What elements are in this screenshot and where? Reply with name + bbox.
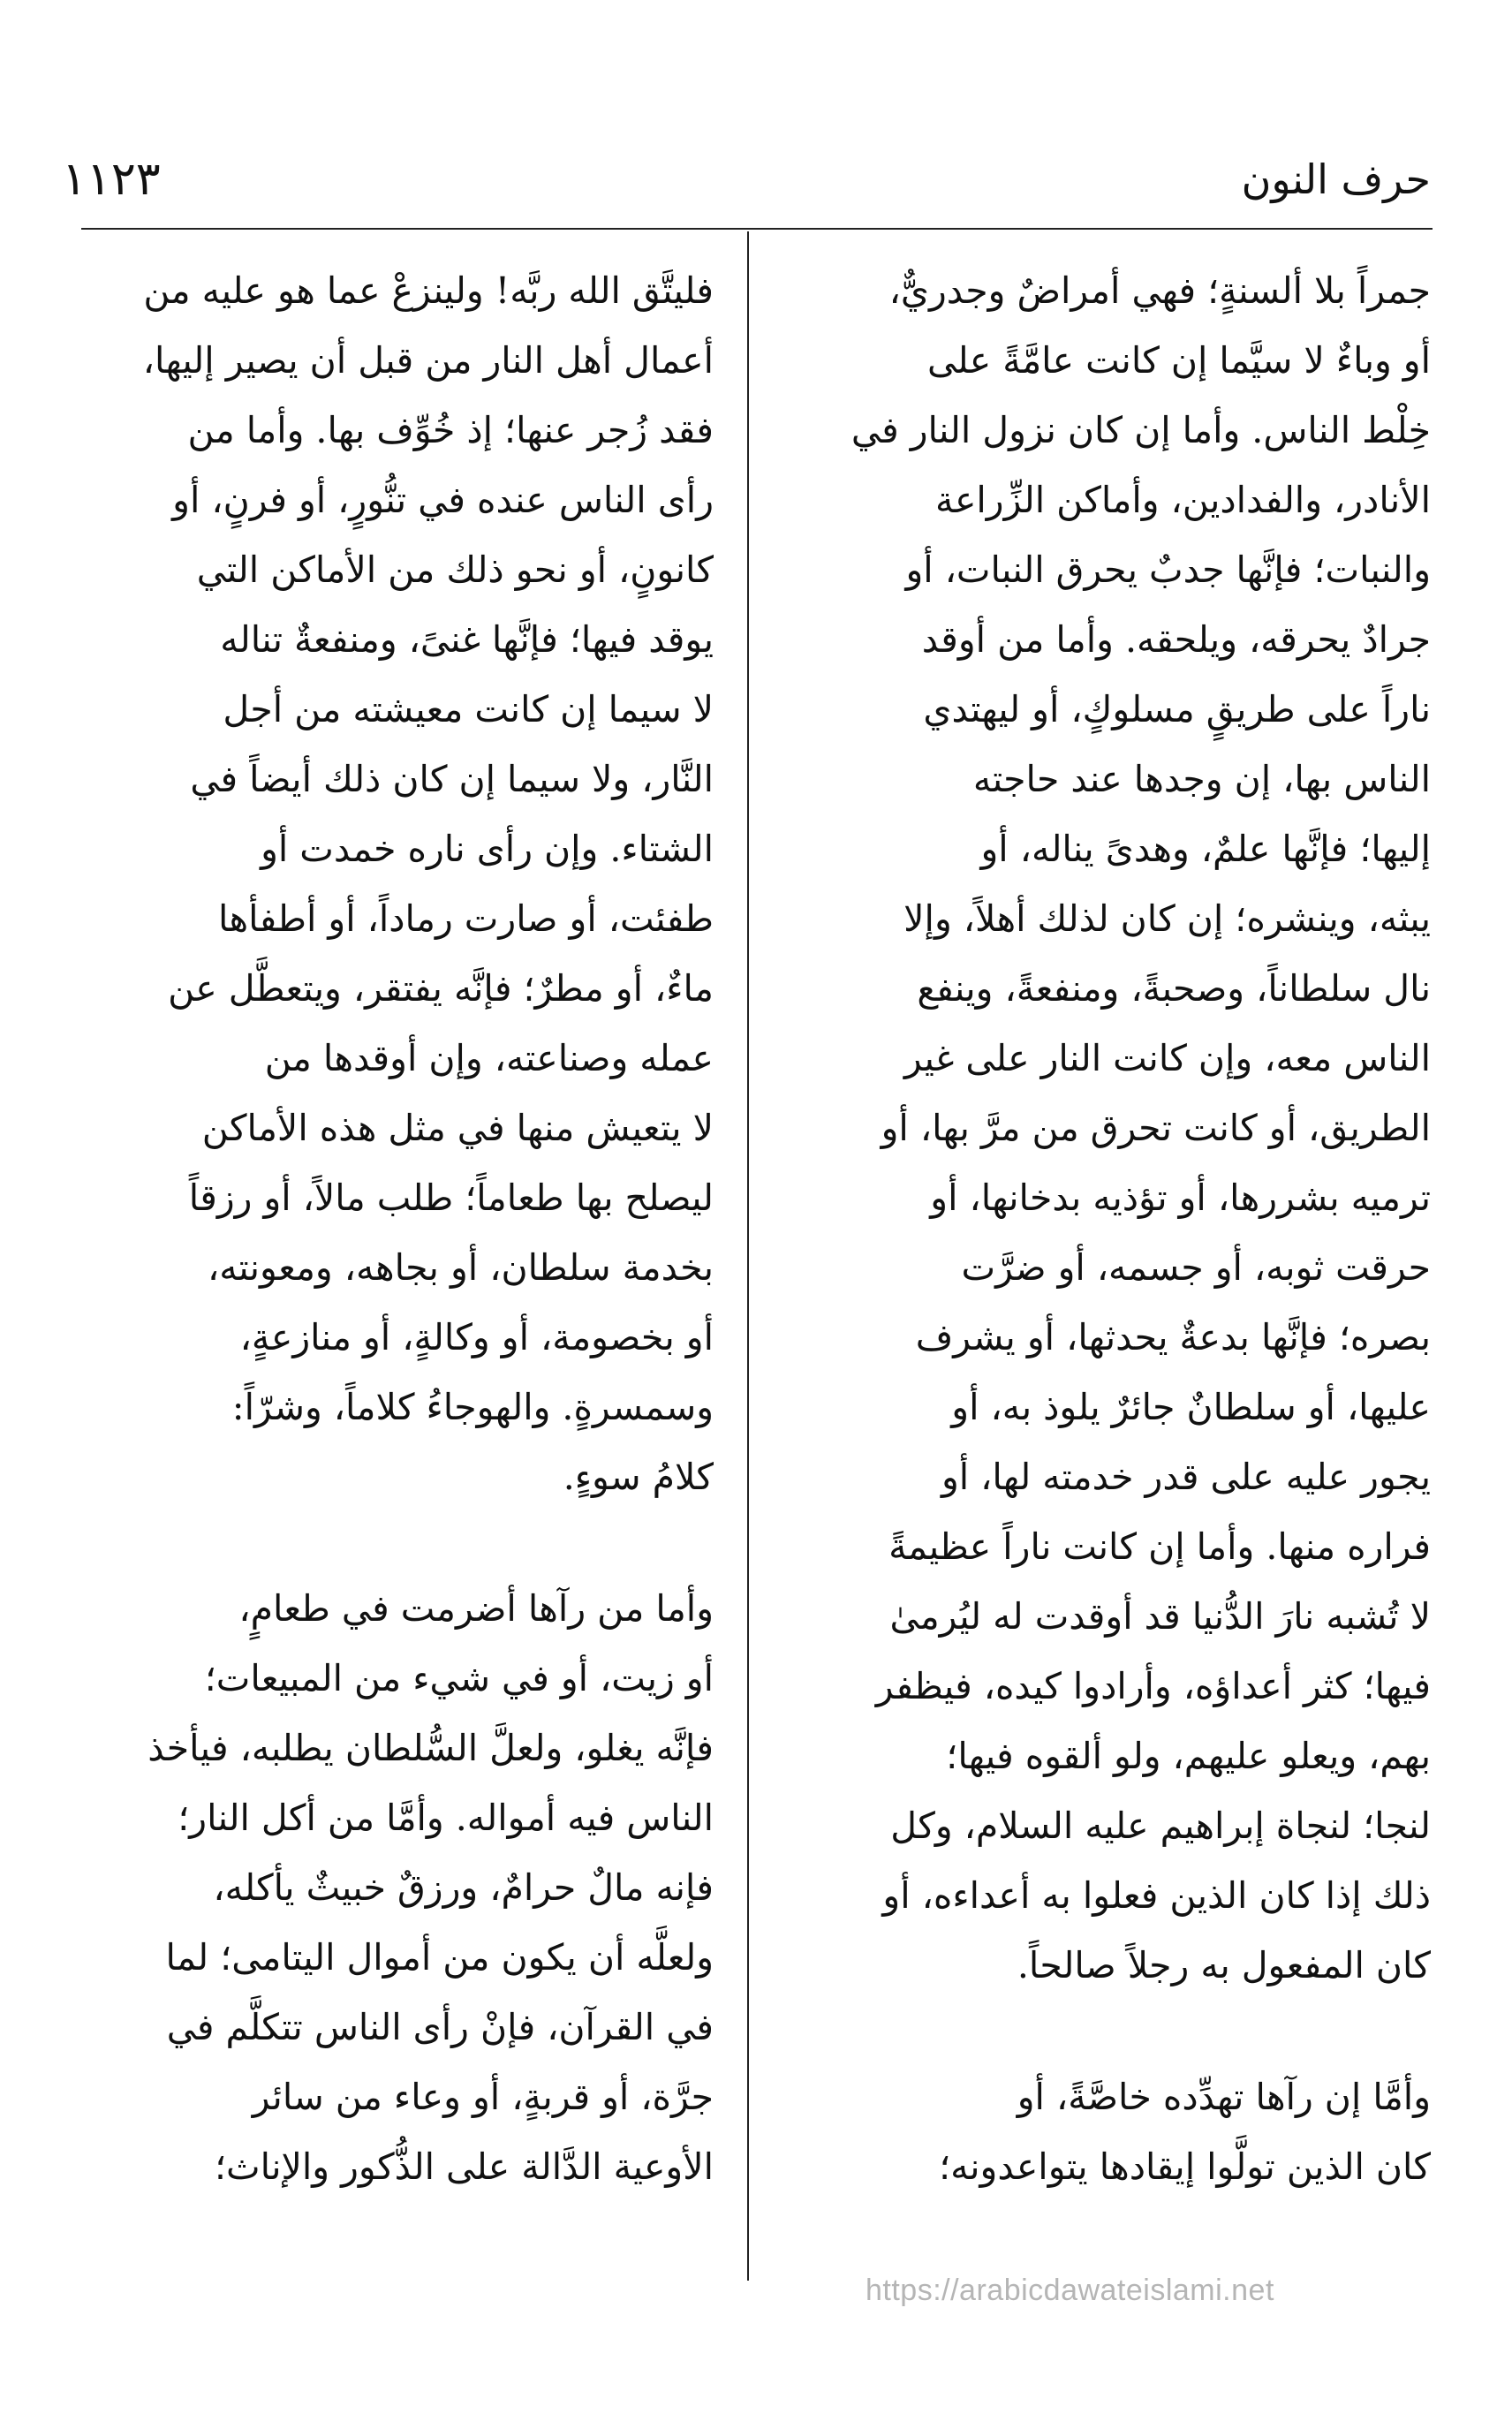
text-line: الناس معه، وإن كانت النار على غير	[903, 1037, 1431, 1079]
chapter-title: حرف النون	[1241, 155, 1431, 203]
left-paragraph-2	[78, 1574, 714, 2202]
text-line: والنبات؛ فإنَّها جدبٌ يحرق النبات، أو	[905, 549, 1431, 591]
text-line: جرادٌ يحرقه، ويلحقه. وأما من أوقد	[921, 618, 1431, 661]
text-line: الشتاء. وإن رأى ناره خمدت أو	[261, 828, 714, 870]
text-line: فقد زُجر عنها؛ إذ خُوِّف بها. وأما من	[187, 409, 714, 451]
watermark-url: https://arabicdawateislami.net	[866, 2274, 1274, 2307]
text-line: بصره؛ فإنَّها بدعةٌ يحدثها، أو يشرف	[915, 1316, 1431, 1358]
text-line: وسمسرةٍ. والهوجاءُ كلاماً، وشرّاً:	[231, 1386, 714, 1428]
page-header	[53, 148, 1431, 210]
text-line: فإنه مالٌ حرامٌ، ورزقٌ خبيثٌ يأكله،	[213, 1866, 714, 1909]
text-line: كان الذين تولَّوا إيقادها يتواعدونه؛	[939, 2145, 1431, 2188]
text-line: ذلك إذا كان الذين فعلوا به أعداءه، أو	[882, 1874, 1431, 1917]
text-line: ولعلَّه أن يكون من أموال اليتامى؛ لما	[165, 1936, 714, 1979]
text-line: الناس فيه أمواله. وأمَّا من أكل النار؛	[178, 1797, 714, 1839]
text-line: في القرآن، فإنْ رأى الناس تتكلَّم في	[166, 2006, 714, 2048]
text-line: جرَّة، أو قربةٍ، أو وعاء من سائر	[252, 2076, 714, 2118]
text-line: طفئت، أو صارت رماداً، أو أطفأها	[218, 897, 714, 940]
text-line: يوقد فيها؛ فإنَّها غنىً، ومنفعةٌ تناله	[220, 618, 714, 661]
text-line: الأنادر، والفدادين، وأماكن الزِّراعة	[934, 479, 1431, 521]
text-line: أو زيت، أو في شيء من المبيعات؛	[204, 1657, 714, 1699]
text-line: ماءٌ، أو مطرٌ؛ فإنَّه يفتقر، ويتعطَّل عن	[168, 967, 714, 1010]
text-line: كلامُ سوءٍ.	[563, 1456, 714, 1498]
text-line: لا يتعيش منها في مثل هذه الأماكن	[201, 1107, 714, 1149]
text-line: أو بخصومة، أو وكالةٍ، أو منازعةٍ،	[239, 1316, 714, 1358]
paragraph-gap	[795, 2001, 1431, 2062]
left-paragraph-1	[78, 256, 714, 1512]
text-line: الطريق، أو كانت تحرق من مرَّ بها، أو	[881, 1107, 1431, 1149]
text-line: رأى الناس عنده في تنُّورٍ، أو فرنٍ، أو	[172, 479, 714, 521]
text-line: يبثه، وينشره؛ إن كان لذلك أهلاً، وإلا	[903, 897, 1431, 940]
paragraph-gap	[78, 1512, 714, 1574]
text-line: كان المفعول به رجلاً صالحاً.	[1017, 1944, 1431, 1986]
right-paragraph-1	[795, 256, 1431, 2001]
text-line: فإنَّه يغلو، ولعلَّ السُّلطان يطلبه، فيأخذ	[147, 1727, 714, 1769]
text-line: يجور عليه على قدر خدمته لها، أو	[941, 1456, 1431, 1498]
text-line: عليها، أو سلطانٌ جائرٌ يلوذ به، أو	[951, 1386, 1431, 1428]
column-divider	[747, 231, 749, 2281]
text-line: حرقت ثوبه، أو جسمه، أو ضرَّت	[961, 1246, 1431, 1289]
text-line: الناس بها، إن وجدها عند حاجته	[972, 758, 1431, 800]
text-line: وأما من رآها أضرمت في طعامٍ،	[238, 1587, 714, 1630]
text-line: إليها؛ فإنَّها علمٌ، وهدىً يناله، أو	[980, 828, 1431, 870]
text-line: وأمَّا إن رآها تهدِّده خاصَّةً، أو	[1017, 2076, 1431, 2118]
text-line: فليتَّق الله ربَّه! ولينزعْ عما هو عليه من	[143, 269, 714, 312]
page-number: ١١٢٣	[62, 153, 161, 206]
text-line: عمله وصناعته، وإن أوقدها من	[264, 1037, 714, 1079]
header-rule	[81, 228, 1433, 230]
text-line: ترميه بشررها، أو تؤذيه بدخانها، أو	[930, 1177, 1431, 1219]
text-line: الأوعية الدَّالة على الذُّكور والإناث؛	[214, 2145, 714, 2188]
text-line: أعمال أهل النار من قبل أن يصير إليها،	[142, 339, 714, 382]
text-line: ليصلح بها طعاماً؛ طلب مالاً، أو رزقاً	[188, 1177, 714, 1219]
text-line: نال سلطاناً، وصحبةً، ومنفعةً، وينفع	[917, 967, 1431, 1010]
text-line: جمراً بلا ألسنةٍ؛ فهي أمراضٌ وجدريٌّ،	[888, 269, 1431, 312]
right-paragraph-2	[795, 2062, 1431, 2202]
text-line: فراره منها. وأما إن كانت ناراً عظيمةً	[888, 1525, 1431, 1568]
text-line: ناراً على طريقٍ مسلوكٍ، أو ليهتدي	[923, 688, 1431, 730]
text-line: أو وباءٌ لا سيَّما إن كانت عامَّةً على	[927, 339, 1431, 382]
text-line: لنجا؛ لنجاة إبراهيم عليه السلام، وكل	[890, 1805, 1431, 1847]
text-line: كانونٍ، أو نحو ذلك من الأماكن التي	[196, 549, 714, 591]
left-column	[78, 256, 714, 2202]
text-line: لا تُشبه نارَ الدُّنيا قد أوقدت له ليُرمىٰ	[889, 1595, 1431, 1638]
text-line: بخدمة سلطان، أو بجاهه، ومعونته،	[208, 1246, 714, 1289]
text-line: بهم، ويعلو عليهم، ولو ألقوه فيها؛	[946, 1735, 1431, 1777]
text-line: النَّار، ولا سيما إن كان ذلك أيضاً في	[190, 758, 714, 800]
text-line: لا سيما إن كانت معيشته من أجل	[223, 688, 714, 730]
right-column	[795, 256, 1431, 2202]
text-line: خِلْط الناس. وأما إن كان نزول النار في	[850, 409, 1431, 451]
text-line: فيها؛ كثر أعداؤه، وأرادوا كيده، فيظفر	[875, 1665, 1431, 1707]
